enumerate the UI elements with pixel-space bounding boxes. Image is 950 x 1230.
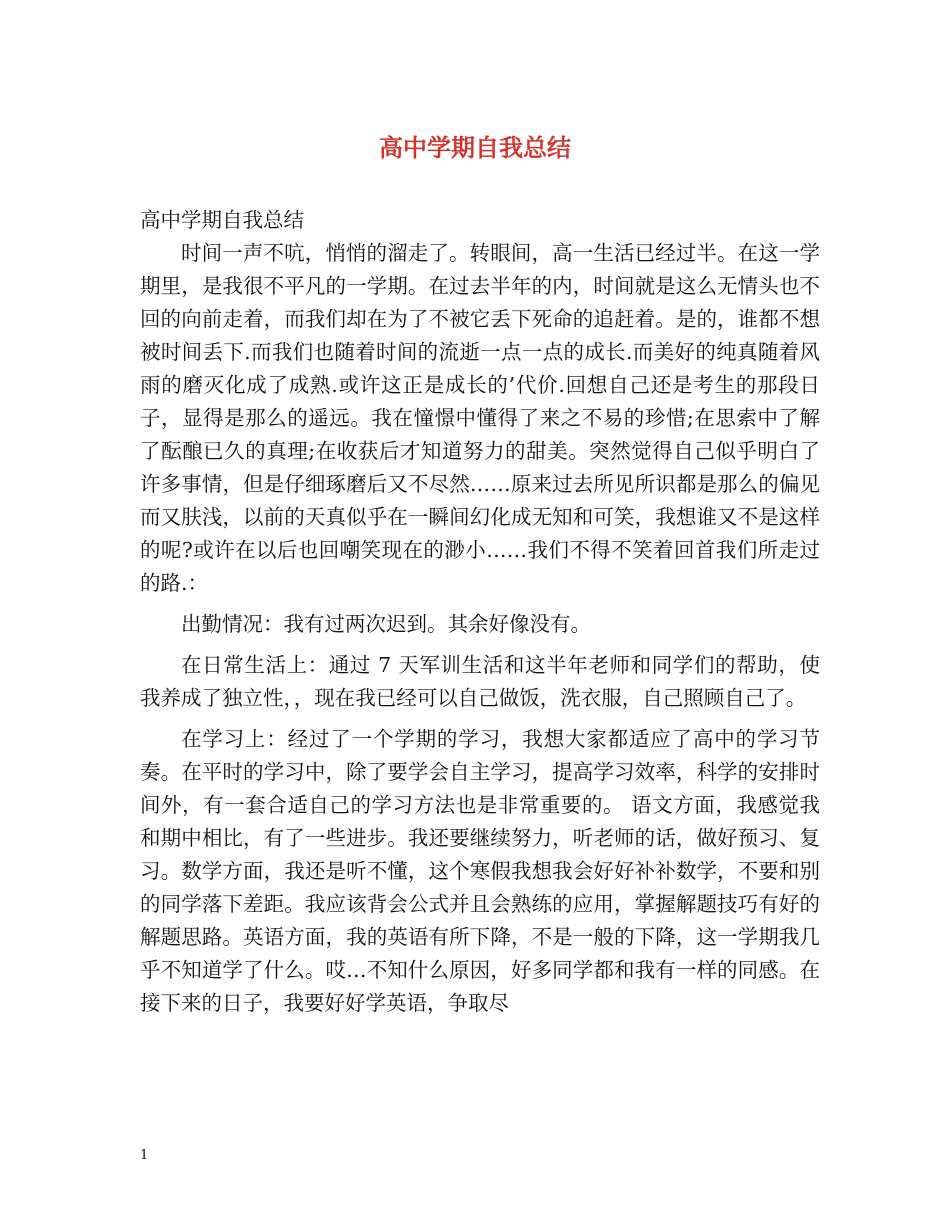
- document-subtitle: 高中学期自我总结: [140, 208, 304, 232]
- paragraph-daily-life: 在日常生活上：通过 7 天军训生活和这半年老师和同学们的帮助，使我养成了独立性，，现在我已经可以自己做饭，洗衣服，自己照顾自己了。: [140, 653, 820, 710]
- document-title: 高中学期自我总结: [379, 133, 571, 162]
- paragraph-intro: 时间一声不吭，悄悄的溜走了。转眼间，高一生活已经过半。在这一学期里，是我很不平凡的一学期。在过去半年的内，时间就是这么无情头也不回的向前走着，而我们却在为了不被它丢下死命的追赶着。是的，谁都不想被时间丢下.而我们也随着时间的流逝一点一点的成长.而美好的纯真随着风雨的磨灭化成了成熟.或许这正是成长的’代价.回想自己还是考生的那段日子，显得是那么的遥远。我在憧憬中懂得了来之不易的珍惜;在思索中了解了酝酿已久的真理;在收获后才知道努力的甜美。突然觉得自己似乎明白了许多事情，但是仔细琢磨后又不尽然……原来过去所见所识都是那么的偏见而又肤浅，以前的天真似乎在一瞬间幻化成无知和可笑，我想谁又不是这样的呢?或许在以后也回嘲笑现在的渺小……我们不得不笑着回首我们所走过的路.：: [140, 241, 820, 595]
- paragraph-attendance: 出勤情况：我有过两次迟到。其余好像没有。: [181, 612, 591, 636]
- page-number: 1: [140, 1148, 149, 1163]
- document-body: [140, 204, 820, 1020]
- paragraph-study: 在学习上：经过了一个学期的学习，我想大家都适应了高中的学习节奏。在平时的学习中，除了要学会自主学习，提高学习效率，科学的安排时间外，有一套合适自己的学习方法也是非常重要的。 语文方面，我感觉我和期中相比，有了一些进步。我还要继续努力，听老师的话，做好预习、复习。数学方面，我还是听不懂，这个寒假我想我会好好补补数学，不要和别的同学落下差距。我应该背会公式并且会熟练的应用，掌握解题技巧有好的解题思路。英语方面，我的英语有所下降，不是一般的下降，这一学期我几乎不知道学了什么。哎…不知什么原因，好多同学都和我有一样的同感。在接下来的日子，我要好好学英语，争取尽: [140, 727, 820, 1015]
